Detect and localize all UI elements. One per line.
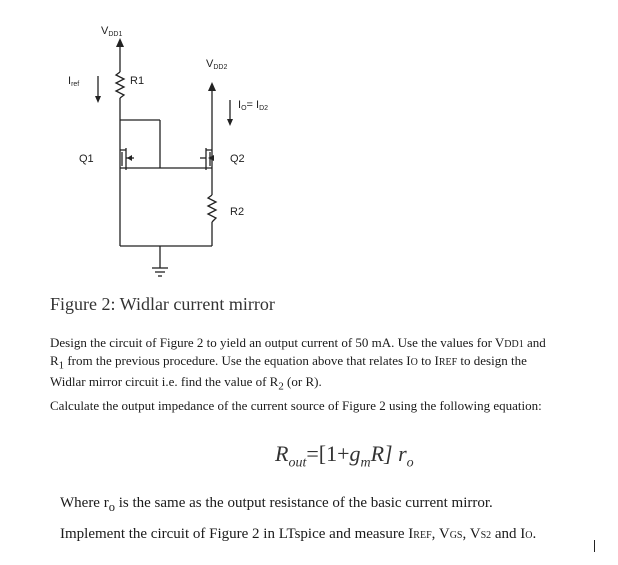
impedance-paragraph: Calculate the output impedance of the current source of Figure 2 using the following equation: <box>50 398 542 413</box>
r1-resistor <box>116 72 124 98</box>
figure-caption: Figure 2: Widlar current mirror <box>50 294 275 314</box>
r1-label: R1 <box>130 75 145 87</box>
vdd2-label: VDD2 <box>206 58 228 71</box>
q2-transistor <box>200 148 214 175</box>
q2-label: Q2 <box>230 153 245 165</box>
vdd1-label: VDD1 <box>101 25 123 38</box>
vdd2-arrow-icon <box>208 82 216 91</box>
ro-note-paragraph: Where $r_o$ is the same as the output resistance of the basic current mirror. <box>60 495 493 514</box>
q1-transistor <box>120 148 134 175</box>
ltspice-paragraph: Implement the circuit of Figure 2 in LTspice and measure IREF, VGS, VS2 and IO. <box>60 526 537 542</box>
io-label: IO= ID2 <box>238 99 269 112</box>
ground-icon <box>152 268 168 276</box>
text-cursor <box>594 540 595 552</box>
widlar-circuit-diagram <box>0 0 330 300</box>
vdd1-arrow-icon <box>116 38 124 47</box>
rout-formula: $R_{out}=[1+g_mR]$ $r_o$ <box>275 441 414 471</box>
r2-label: R2 <box>230 206 245 218</box>
q1-label: Q1 <box>79 153 94 165</box>
design-paragraph: Design the circuit of Figure 2 to yield an output current of 50 mA. Use the values for VDD1 and $R_1$ from the previous procedure. Use the equation above that relates IO to IREF to design the Widlar mirror circuit i.e. find the value of $R_2$ (or R). <box>50 335 546 393</box>
iref-label: Iref <box>68 75 80 88</box>
r2-resistor <box>208 195 216 222</box>
